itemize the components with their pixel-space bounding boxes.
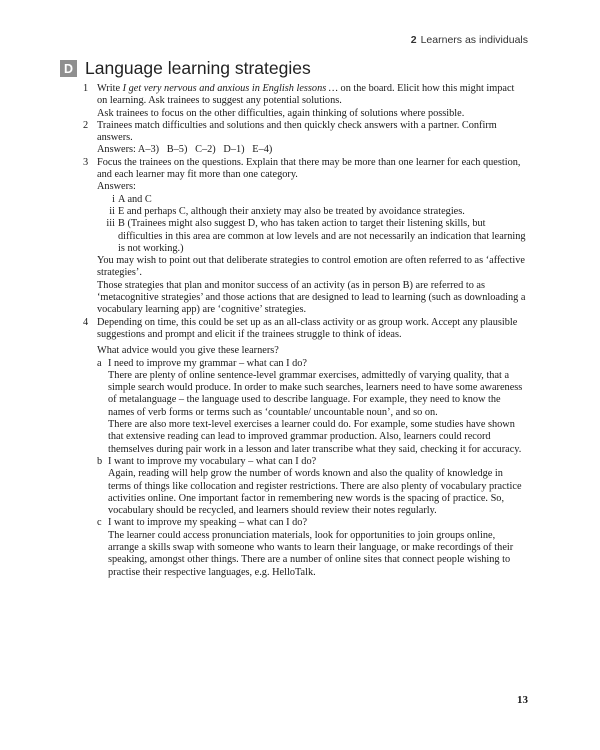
section-letter-badge: D <box>60 60 77 77</box>
question-text: I want to improve my speaking – what can I do? <box>108 517 308 529</box>
question-block <box>97 517 527 578</box>
answer-paragraph: The learner could access pronunciation materials, look for opportunities to join groups online, arrange a skills swap with someone who wants to learn their language, or make recordings of their speaking, amongst other things. There are a number of online sites that connect people wishing to practise their respective languages, e.g. HelloTalk. <box>108 529 514 578</box>
section-title: Language learning strategies <box>85 58 311 78</box>
item-number: 2 <box>83 119 89 131</box>
answer-paragraph: There are plenty of online sentence-level grammar exercises, admittedly of varying quality, that a simple search would produce. In order to make such searches, learners need to have some awareness of metalanguage – the language used to describe language. For example, they need to know the names of verb forms or terms such as ‘countable/ uncountable noun’, and so on. <box>108 369 523 418</box>
board-sentence: I get very nervous and anxious in English lessons … <box>122 83 338 94</box>
answers-label: Answers: <box>97 181 136 193</box>
answer-paragraph: Again, reading will help grow the number of words known and also the quality of knowledge in terms of things like collocation and register restrictions. There are also plenty of vocabulary practice activities online. One important factor in remembering new words is the spacing of practice. So, vocabulary should be recycled, and learners should review their notes regularly. <box>108 468 522 517</box>
item-text: Ask trainees to focus on the other difficulties, again thinking of solutions where possible. <box>97 107 465 119</box>
answer-paragraph: There are also more text-level exercises a learner could do. For example, some studies have shown that extensive reading can lead to improved grammar production. Also, learners could record themselves during pair work in a lesson and later transcribe what they said, checking it for accuracy. <box>108 419 522 455</box>
page-number: 13 <box>517 694 528 706</box>
list-item <box>83 157 527 317</box>
chapter-number: 2 <box>410 34 417 46</box>
section-heading <box>60 58 311 79</box>
answers-line: Answers: A–3) B–5) C–2) D–1) E–4) <box>97 144 273 156</box>
item-number: 4 <box>83 316 89 328</box>
item-text: You may wish to point out that deliberate strategies to control emotion are often referred to as ‘affective strategies’. <box>97 255 525 279</box>
question-letter: c <box>97 517 102 529</box>
question-text: I need to improve my grammar – what can I do? <box>108 357 308 369</box>
answer-item: i A and C <box>112 193 152 205</box>
question-block <box>97 358 527 456</box>
question-letter: b <box>97 455 103 467</box>
answers-list <box>97 194 527 255</box>
item-text: Depending on time, this could be set up as an all-class activity or as group work. Accept any plausible suggestions and prompt and elicit if the trainees struggle to think of ideas. <box>97 316 518 340</box>
item-text: Focus the trainees on the questions. Explain that there may be more than one learner for each question, and each learner may fit more than one category. <box>97 156 521 181</box>
running-head <box>411 34 528 46</box>
list-item <box>83 317 527 579</box>
list-item <box>83 120 527 157</box>
question-letter: a <box>97 357 102 369</box>
answer-item: ii E and perhaps C, although their anxiety may also be treated by avoidance strategies. <box>109 205 465 217</box>
section-content <box>83 83 527 579</box>
item-text: Trainees match difficulties and solutions and then quickly check answers with a partner. Confirm answers. <box>97 119 497 144</box>
list-item <box>83 83 527 120</box>
advice-lead: What advice would you give these learners? <box>97 345 279 357</box>
answer-item: iii B (Trainees might also suggest D, who has taken action to target their listening skills, but difficulties in this area are common at low levels and are not necessarily an indication that learning is not working.) <box>106 218 526 254</box>
chapter-title: Learners as individuals <box>420 34 528 46</box>
question-text: I want to improve my vocabulary – what can I do? <box>108 455 317 467</box>
item-number: 1 <box>83 83 89 94</box>
item-text: Write I get very nervous and anxious in English lessons … on the board. Elicit how this might impact on learning. Ask trainees to suggest any potential solutions. <box>97 83 515 107</box>
item-text: Those strategies that plan and monitor success of an activity (as in person B) are referred to as ‘metacognitive strategies’ and those actions that are designed to lead to learning (such as downloading a vocabulary learning app) are ‘cognitive’ strategies. <box>97 279 526 316</box>
item-number: 3 <box>83 156 89 168</box>
question-block <box>97 456 527 517</box>
